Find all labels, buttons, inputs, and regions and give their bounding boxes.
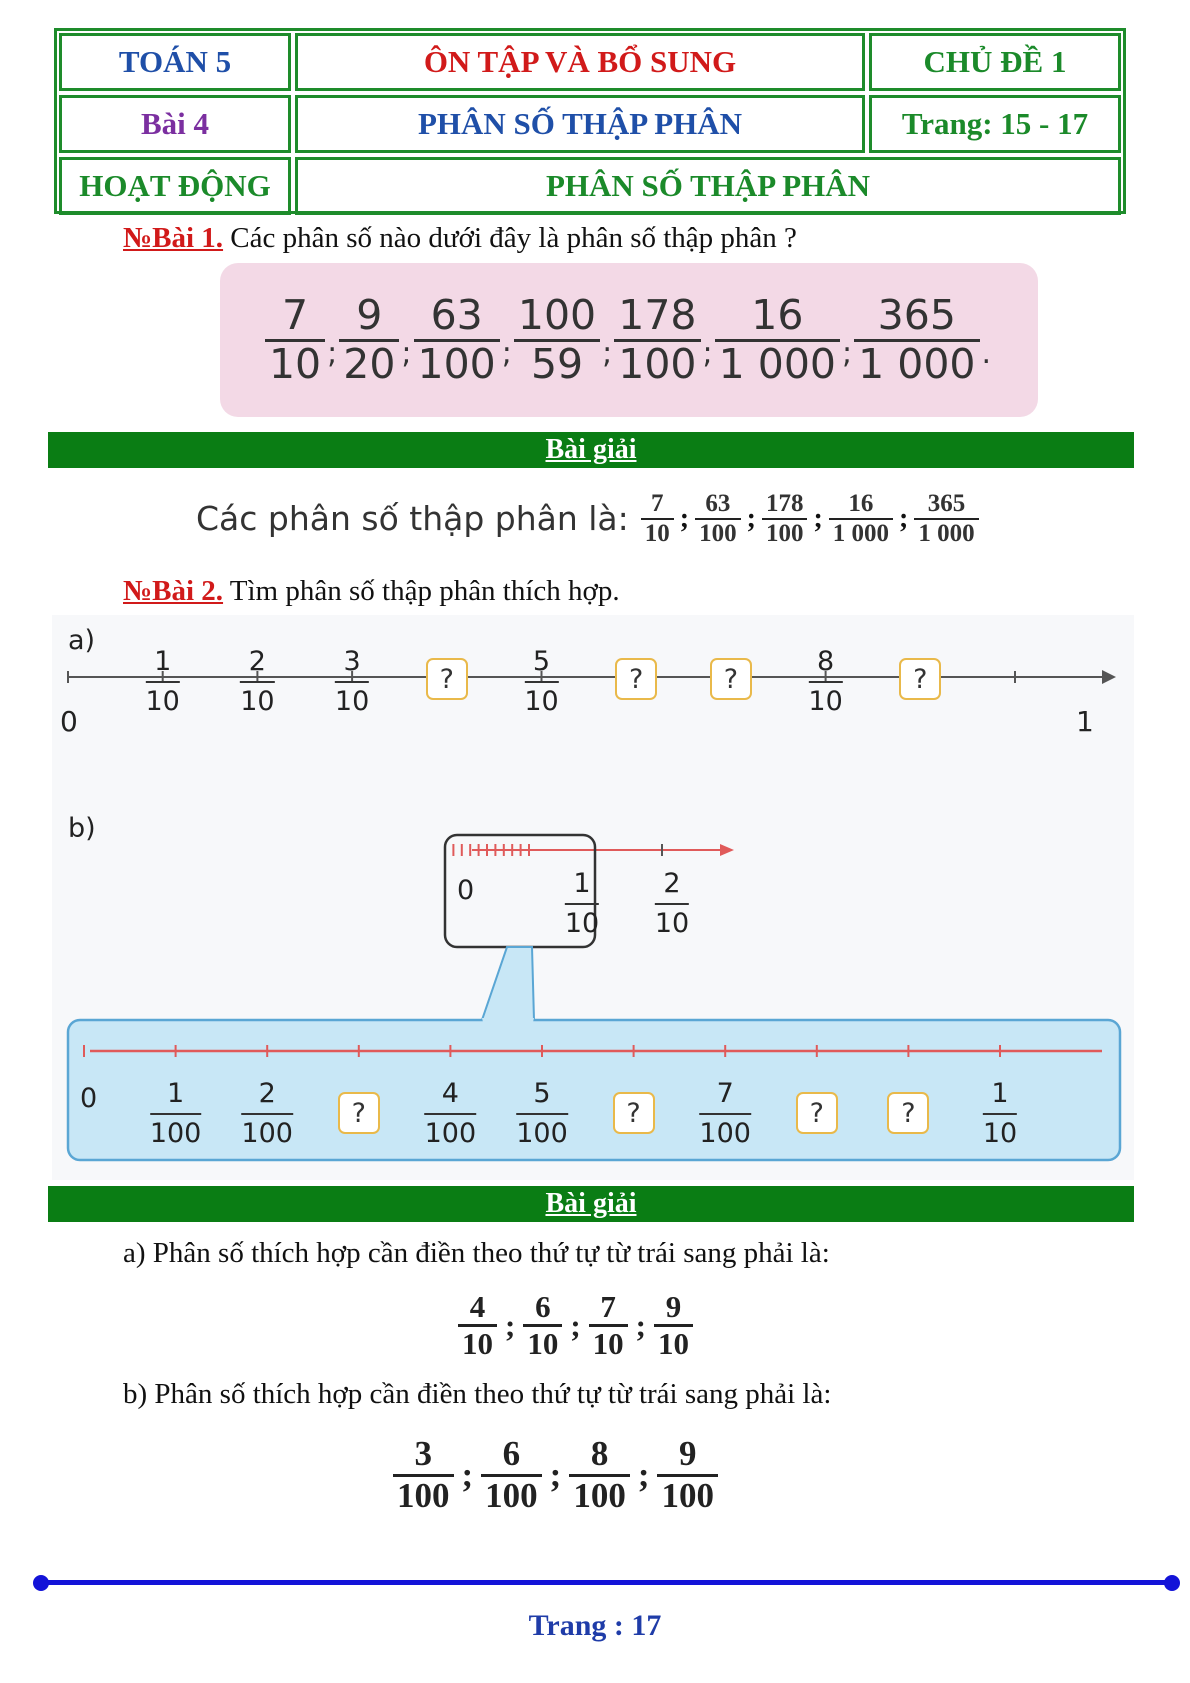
solution-2b-separator: ; bbox=[461, 1455, 474, 1494]
denominator: 10 bbox=[334, 685, 370, 717]
number-line-a-fraction-5-10 bbox=[524, 645, 558, 719]
solution-banner-1: Bài giải bbox=[48, 432, 1134, 468]
numerator: 365 bbox=[927, 490, 966, 517]
denominator: 1 000 bbox=[718, 339, 837, 388]
fraction-separator: ; bbox=[501, 335, 512, 371]
numerator: 16 bbox=[848, 490, 874, 517]
denominator: 100 bbox=[417, 339, 496, 388]
solution-2a-fraction-9-10 bbox=[654, 1290, 693, 1361]
answer-separator: ; bbox=[746, 502, 756, 534]
topic-cell: CHỦ ĐỀ 1 bbox=[869, 33, 1121, 91]
numerator: 6 bbox=[535, 1289, 551, 1324]
figure-b-label: b) bbox=[68, 813, 96, 844]
numerator: 1 bbox=[166, 1078, 185, 1109]
numerator: 16 bbox=[751, 291, 804, 340]
number-line-a-fraction-8-10 bbox=[808, 645, 842, 719]
numerator: 1 bbox=[154, 646, 172, 677]
solution-2a-fraction-7-10 bbox=[589, 1290, 628, 1361]
denominator: 10 bbox=[462, 1326, 493, 1362]
denominator: 100 bbox=[516, 1117, 568, 1149]
number-line-a-missing-box[interactable]: ? bbox=[426, 658, 468, 700]
numerator: 9 bbox=[356, 291, 383, 340]
numerator: 7 bbox=[651, 490, 664, 517]
numerator: 178 bbox=[618, 291, 697, 340]
denominator: 10 bbox=[808, 685, 843, 717]
numerator: 8 bbox=[816, 646, 835, 677]
number-line-a-missing-box[interactable]: ? bbox=[615, 658, 657, 700]
fraction-separator: ; bbox=[842, 335, 853, 371]
number-line-b-missing-box[interactable]: ? bbox=[613, 1092, 655, 1134]
zoom-fraction-1-10 bbox=[565, 867, 599, 941]
fraction-16-1000 bbox=[715, 293, 840, 386]
fraction-9-20 bbox=[339, 293, 399, 386]
numerator: 8 bbox=[590, 1434, 609, 1473]
solution-2a-fractions bbox=[458, 1290, 693, 1361]
fractions-box bbox=[220, 263, 1038, 417]
header-table bbox=[54, 28, 1126, 214]
solution-2a-separator: ; bbox=[505, 1307, 516, 1343]
denominator: 10 bbox=[145, 685, 180, 717]
solution-2a-fraction-4-10 bbox=[458, 1290, 497, 1361]
number-line-b-fraction-1-10 bbox=[983, 1077, 1017, 1151]
solution-2b-fraction-3-100 bbox=[393, 1435, 454, 1515]
denominator: 100 bbox=[241, 1117, 293, 1149]
fraction-separator: ; bbox=[401, 335, 412, 371]
number-line-b-fraction-1-100 bbox=[150, 1077, 202, 1151]
answer-fraction-16-1000 bbox=[829, 490, 893, 547]
solution-1-prefix: Các phân số thập phân là: bbox=[196, 499, 629, 538]
number-line-a-fraction-3-10 bbox=[335, 645, 369, 719]
numerator: 100 bbox=[517, 291, 597, 340]
numerator: 2 bbox=[248, 646, 266, 677]
zoom-fraction-2-10 bbox=[655, 867, 689, 941]
numerator: 5 bbox=[533, 1078, 551, 1109]
number-line-a-fraction-2-10 bbox=[240, 645, 274, 719]
solution-2b-fractions bbox=[393, 1435, 718, 1515]
denominator: 1 000 bbox=[858, 339, 976, 388]
number-line-b bbox=[52, 795, 1134, 1180]
denominator: 10 bbox=[268, 339, 322, 388]
fraction-separator: ; bbox=[327, 335, 338, 371]
solution-2b-fraction-8-100 bbox=[569, 1435, 630, 1515]
denominator: 100 bbox=[573, 1475, 626, 1515]
denominator: 10 bbox=[657, 1326, 689, 1362]
fraction-178-100 bbox=[614, 293, 700, 386]
fraction-63-100 bbox=[414, 293, 500, 386]
number-line-b-fraction-2-100 bbox=[241, 1077, 293, 1151]
page-number: Trang : 17 bbox=[528, 1609, 662, 1642]
numerator: 2 bbox=[258, 1078, 276, 1109]
pages-cell: Trang: 15 - 17 bbox=[869, 95, 1121, 153]
denominator: 20 bbox=[343, 339, 396, 388]
denominator: 100 bbox=[618, 339, 697, 388]
denominator: 100 bbox=[765, 519, 804, 547]
numerator: 3 bbox=[343, 646, 361, 677]
zoom-start: 0 bbox=[457, 875, 475, 906]
denominator: 100 bbox=[699, 519, 737, 547]
denominator: 100 bbox=[699, 1117, 751, 1149]
lesson-cell: Bài 4 bbox=[59, 95, 291, 153]
solution-2b-fraction-9-100 bbox=[657, 1435, 718, 1515]
solution-1 bbox=[196, 490, 979, 547]
answer-separator: ; bbox=[679, 502, 690, 534]
denominator: 59 bbox=[530, 339, 584, 388]
solution-banner-2: Bài giải bbox=[48, 1186, 1134, 1222]
number-line-b-missing-box[interactable]: ? bbox=[796, 1092, 838, 1134]
number-line-a-missing-box[interactable]: ? bbox=[899, 658, 941, 700]
zoom-a-denominator: 10 bbox=[564, 907, 600, 939]
number-line-a bbox=[52, 615, 1134, 795]
number-line-b-fraction-5-100 bbox=[516, 1077, 568, 1151]
denominator: 10 bbox=[592, 1326, 624, 1362]
fraction-separator: ; bbox=[702, 335, 713, 371]
number-line-a-missing-box[interactable]: ? bbox=[710, 658, 752, 700]
fraction-7-10 bbox=[265, 293, 325, 386]
numerator: 4 bbox=[469, 1289, 486, 1324]
activity-title-cell: PHÂN SỐ THẬP PHÂN bbox=[295, 157, 1121, 215]
numerator: 178 bbox=[765, 490, 804, 517]
number-line-b-missing-box[interactable]: ? bbox=[338, 1092, 380, 1134]
answer-fraction-63-100 bbox=[695, 490, 741, 547]
numerator: 9 bbox=[665, 1289, 682, 1324]
footer-divider bbox=[40, 1580, 1172, 1585]
denominator: 100 bbox=[424, 1117, 477, 1149]
fraction-365-1000 bbox=[854, 293, 979, 386]
activity-label-cell: HOẠT ĐỘNG bbox=[59, 157, 291, 215]
number-line-a-axis bbox=[52, 615, 1134, 795]
answer-fraction-178-100 bbox=[762, 490, 808, 547]
footer-dot-left bbox=[33, 1575, 49, 1591]
solution-2b-separator: ; bbox=[549, 1455, 562, 1494]
numerator: 4 bbox=[441, 1078, 459, 1109]
denominator: 10 bbox=[240, 685, 275, 717]
denominator: 1 000 bbox=[918, 519, 975, 547]
answer-separator: ; bbox=[813, 502, 823, 534]
answer-fraction-7-10 bbox=[641, 490, 674, 547]
numerator: 1 bbox=[991, 1078, 1009, 1109]
unit-title-cell: ÔN TẬP VÀ BỔ SUNG bbox=[295, 33, 865, 91]
number-line-b-fraction-7-100 bbox=[699, 1077, 751, 1151]
numerator: 5 bbox=[532, 646, 551, 677]
number-line-b-start: 0 bbox=[80, 1083, 98, 1114]
denominator: 10 bbox=[982, 1117, 1018, 1149]
subject-cell: TOÁN 5 bbox=[59, 33, 291, 91]
solution-2b-text: b) Phân số thích hợp cần điền theo thứ tự từ trái sang phải là: bbox=[123, 1378, 832, 1410]
numerator: 6 bbox=[502, 1434, 521, 1473]
solution-2b-fraction-6-100 bbox=[481, 1435, 542, 1515]
denominator: 100 bbox=[485, 1475, 538, 1515]
number-line-b-missing-box[interactable]: ? bbox=[887, 1092, 929, 1134]
denominator: 100 bbox=[661, 1475, 714, 1515]
number-line-a-fraction-1-10 bbox=[146, 645, 180, 719]
exercise-1-label: №Bài 1. bbox=[123, 222, 224, 254]
exercise-1-text: Các phân số nào dưới đây là phân số thập phân ? bbox=[223, 222, 797, 254]
numerator: 63 bbox=[430, 291, 483, 340]
solution-2a-separator: ; bbox=[635, 1307, 646, 1343]
number-line-b-fraction-4-100 bbox=[425, 1077, 477, 1151]
exercise-2-text: Tìm phân số thập phân thích hợp. bbox=[223, 575, 620, 607]
answer-fraction-365-1000 bbox=[914, 490, 978, 547]
answer-separator: ; bbox=[899, 502, 909, 534]
exercise-1-title bbox=[123, 222, 797, 255]
denominator: 100 bbox=[397, 1475, 450, 1515]
numerator: 63 bbox=[705, 490, 731, 517]
denominator: 10 bbox=[644, 519, 670, 547]
numerator: 365 bbox=[877, 291, 956, 340]
denominator: 10 bbox=[527, 1326, 559, 1362]
solution-2a-fraction-6-10 bbox=[523, 1290, 562, 1361]
solution-2a-separator: ; bbox=[570, 1307, 581, 1343]
solution-2a-text: a) Phân số thích hợp cần điền theo thứ tự từ trái sang phải là: bbox=[123, 1237, 830, 1269]
denominator: 10 bbox=[524, 685, 559, 717]
exercise-2-label: №Bài 2. bbox=[123, 575, 224, 607]
zoom-b-denominator: 10 bbox=[654, 907, 690, 939]
footer-dot-right bbox=[1164, 1575, 1180, 1591]
numerator: 7 bbox=[600, 1289, 616, 1324]
zoom-a-numerator: 1 bbox=[573, 868, 591, 899]
denominator: 100 bbox=[149, 1117, 202, 1149]
solution-2b-separator: ; bbox=[637, 1455, 650, 1494]
figure-a-label: a) bbox=[68, 625, 96, 656]
fraction-separator: . bbox=[981, 335, 992, 371]
number-line-a-start: 0 bbox=[60, 705, 78, 738]
numerator: 7 bbox=[281, 291, 309, 340]
zoom-b-numerator: 2 bbox=[663, 868, 681, 899]
number-line-a-end: 1 bbox=[1076, 705, 1094, 738]
fraction-100-59 bbox=[514, 293, 600, 386]
numerator: 3 bbox=[414, 1434, 432, 1473]
numerator: 7 bbox=[716, 1078, 734, 1109]
denominator: 1 000 bbox=[832, 519, 890, 547]
numerator: 9 bbox=[678, 1434, 697, 1473]
fraction-separator: ; bbox=[602, 335, 613, 371]
lesson-title-cell: PHÂN SỐ THẬP PHÂN bbox=[295, 95, 865, 153]
number-line-b-drawing bbox=[52, 795, 1134, 1180]
exercise-2-title bbox=[123, 575, 620, 608]
